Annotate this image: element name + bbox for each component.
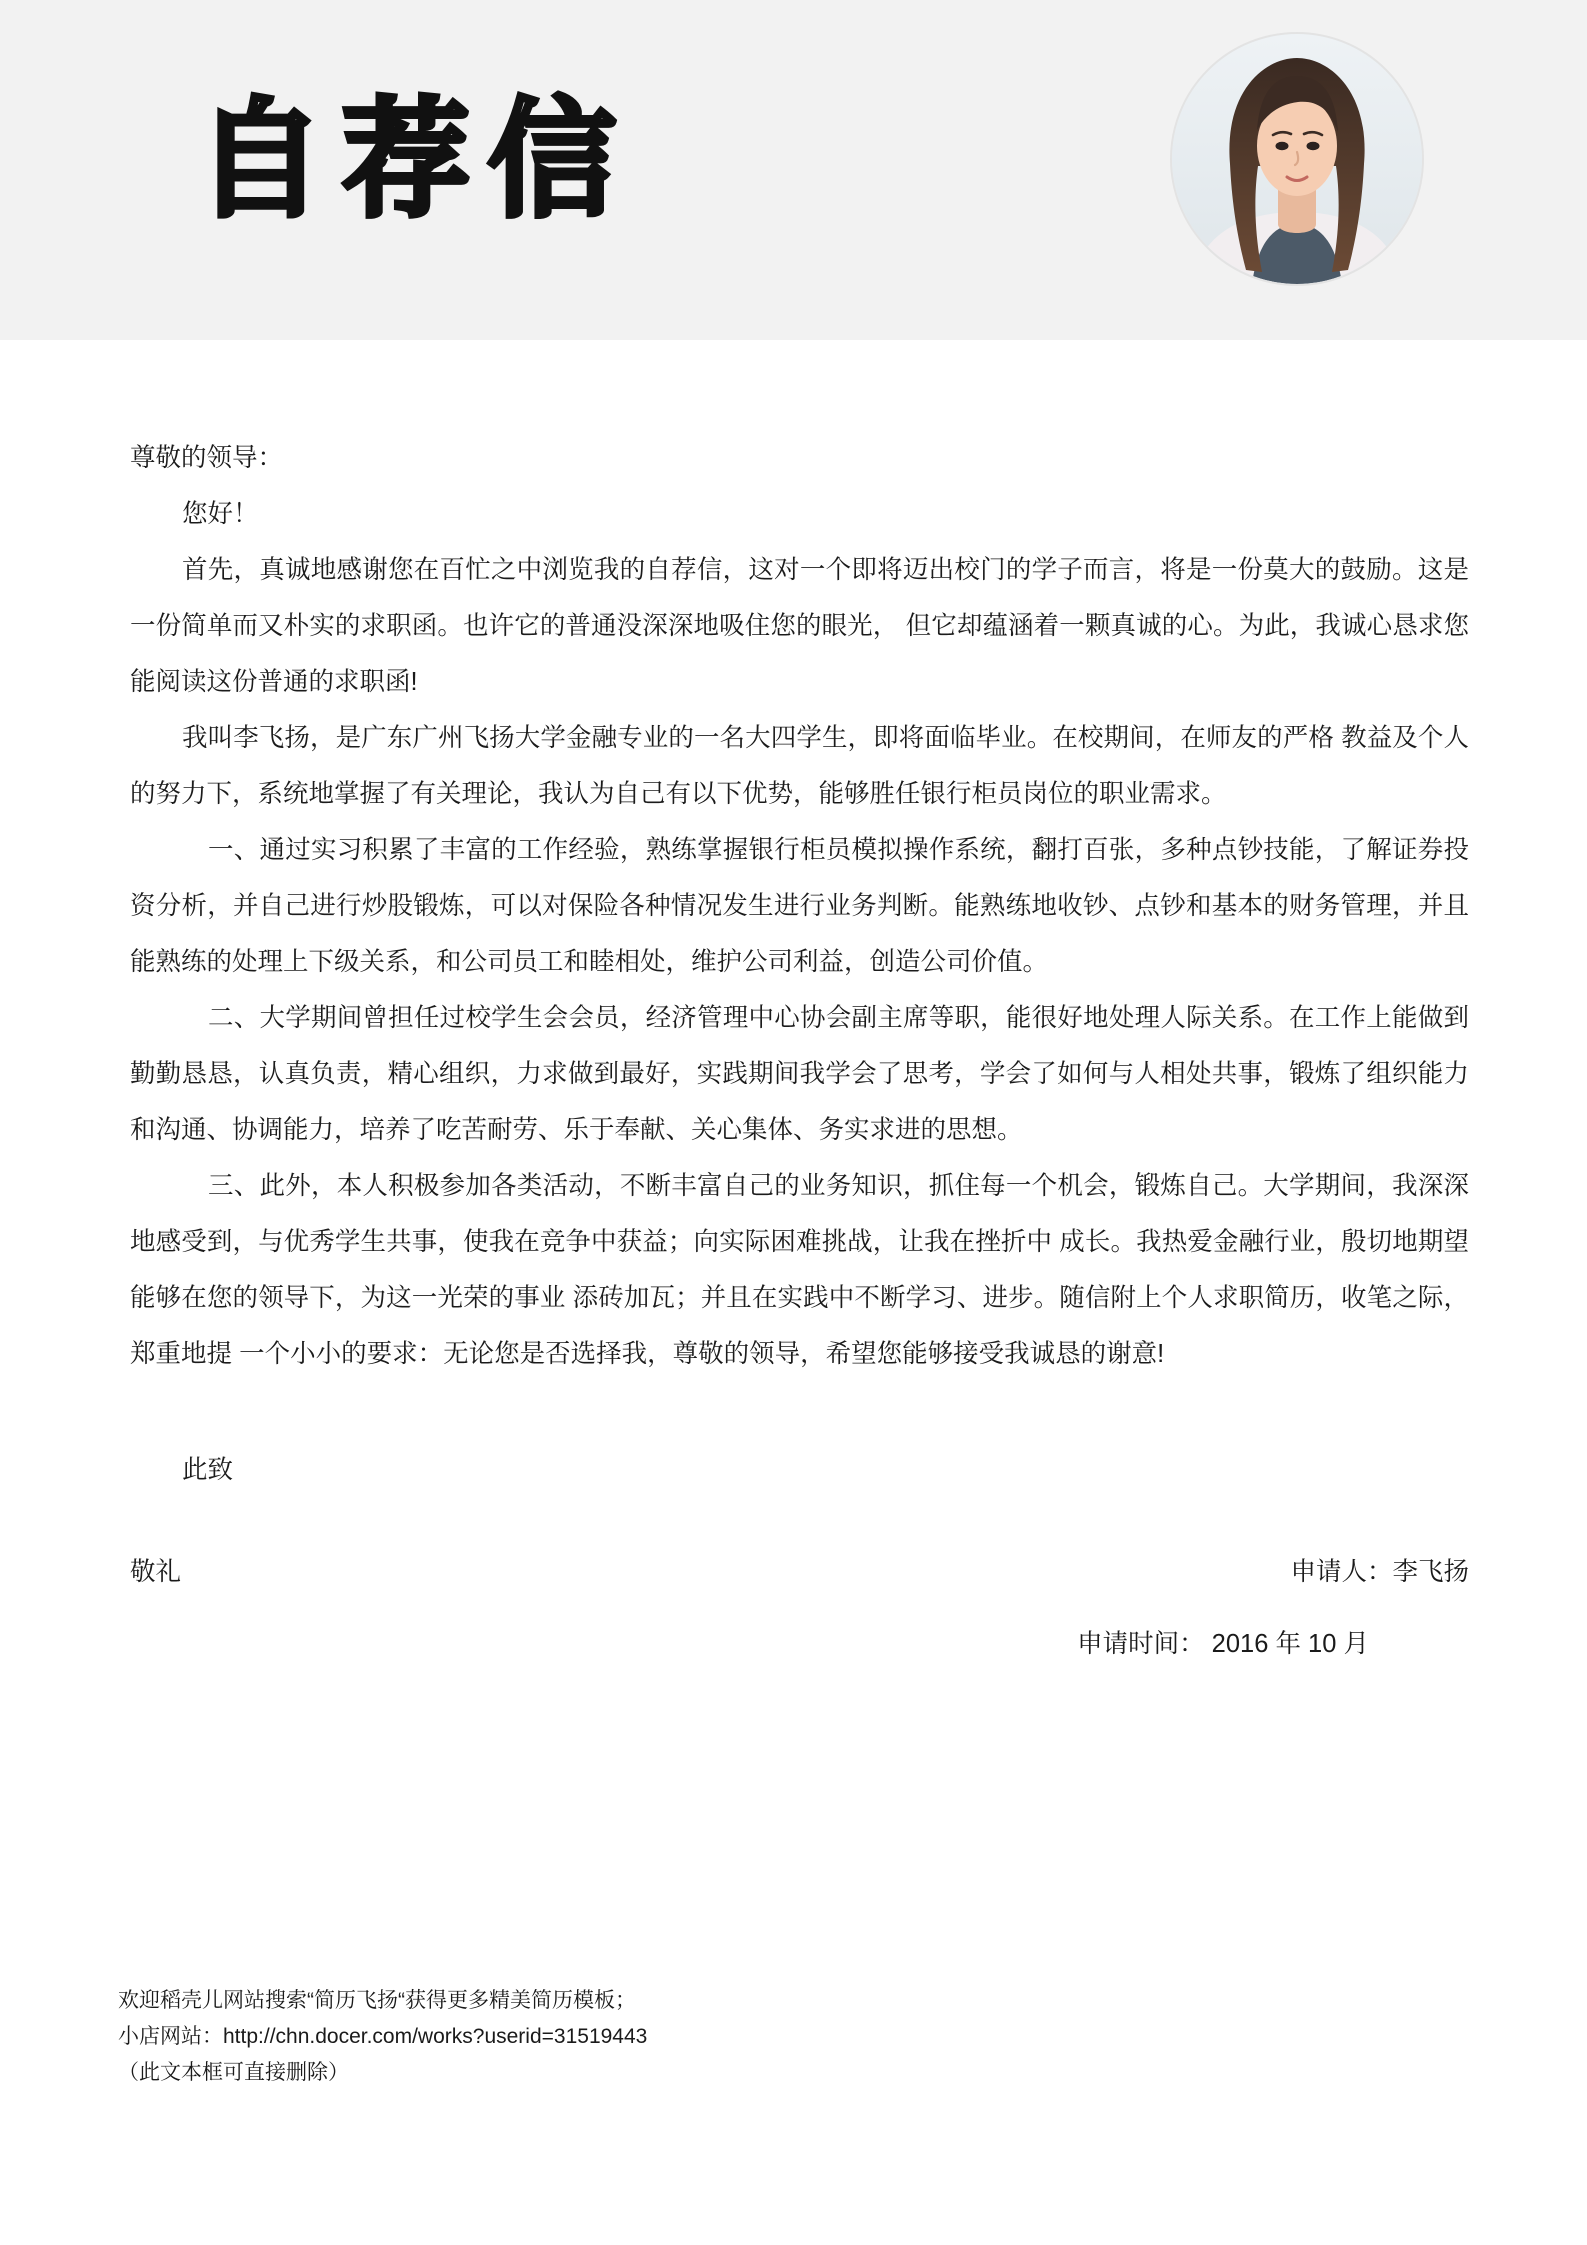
page-title: 自荐信 — [196, 86, 635, 235]
paragraph-point-one: 一、通过实习积累了丰富的工作经验，熟练掌握银行柜员模拟操作系统，翻打百张，多种点钞技能，了解证券投资分析，并自己进行炒股锻炼，可以对保险各种情况发生进行业务判断。能熟练地收钞、点钞和基本的财务管理，并且能熟练的处理上下级关系，和公司员工和睦相处，维护公司利益，创造公司价值。 — [130, 836, 1469, 976]
footnote-line-1: 欢迎稻壳儿网站搜索“简历飞扬“获得更多精美简历模板； — [118, 1989, 636, 2012]
greeting: 您好！ — [182, 500, 259, 528]
avatar — [1170, 32, 1424, 286]
closing-jingli: 敬礼 — [130, 1558, 182, 1586]
footnote-line-3: （此文本框可直接删除） — [118, 2061, 349, 2084]
apply-date: 申请时间： 2016 年 10 月 — [1077, 1630, 1369, 1658]
paragraph-intro: 首先，真诚地感谢您在百忙之中浏览我的自荐信，这对一个即将迈出校门的学子而言，将是一份莫大的鼓励。这是一份简单而又朴实的求职函。也许它的普通没深深地吸住您的眼光， 但它却蕴涵着一颗真诚的心。为此，我诚心恳求您能阅读这份普通的求职函! — [130, 556, 1469, 696]
footnote-line-2: 小店网站：http://chn.docer.com/works?userid=31519443 — [118, 2025, 648, 2048]
paragraph-point-two: 二、大学期间曾担任过校学生会会员，经济管理中心协会副主席等职，能很好地处理人际关系。在工作上能做到勤勤恳恳，认真负责，精心组织，力求做到最好，实践期间我学会了思考，学会了如何与人相处共事，锻炼了组织能力和沟通、协调能力，培养了吃苦耐劳、乐于奉献、关心集体、务实求进的思想。 — [130, 1004, 1469, 1144]
applicant-block — [1290, 1544, 1469, 1600]
closing-block — [130, 1442, 1469, 1672]
signature-row — [130, 1544, 1469, 1600]
paragraph-self-intro: 我叫李飞扬，是广东广州飞扬大学金融专业的一名大四学生，即将面临毕业。在校期间，在师友的严格 教益及个人的努力下，系统地掌握了有关理论，我认为自己有以下优势，能够胜任银行柜员岗位的职业需求。 — [130, 724, 1469, 808]
letter-body — [0, 340, 1587, 1672]
closing-cizhi: 此致 — [182, 1456, 234, 1484]
avatar-photo-icon — [1172, 34, 1422, 284]
date-row — [130, 1616, 1469, 1672]
paragraph-point-three: 三、此外，本人积极参加各类活动，不断丰富自己的业务知识，抓住每一个机会，锻炼自己。大学期间，我深深地感受到，与优秀学生共事，使我在竞争中获益；向实际困难挑战，让我在挫折中 成长。我热爱金融行业，殷切地期望能够在您的领导下，为这一光荣的事业 添砖加瓦；并且在实践中不断学习、进步。随信附上个人求职简历，收笔之际，郑重地提 一个小小的要求：无论您是否选择我，尊敬的领导，希望您能够接受我诚恳的谢意! — [130, 1172, 1469, 1368]
applicant-name: 申请人：李飞扬 — [1290, 1558, 1469, 1586]
salutation: 尊敬的领导： — [130, 444, 284, 472]
document-header — [0, 0, 1587, 340]
footnote-textbox — [118, 1983, 1018, 2091]
